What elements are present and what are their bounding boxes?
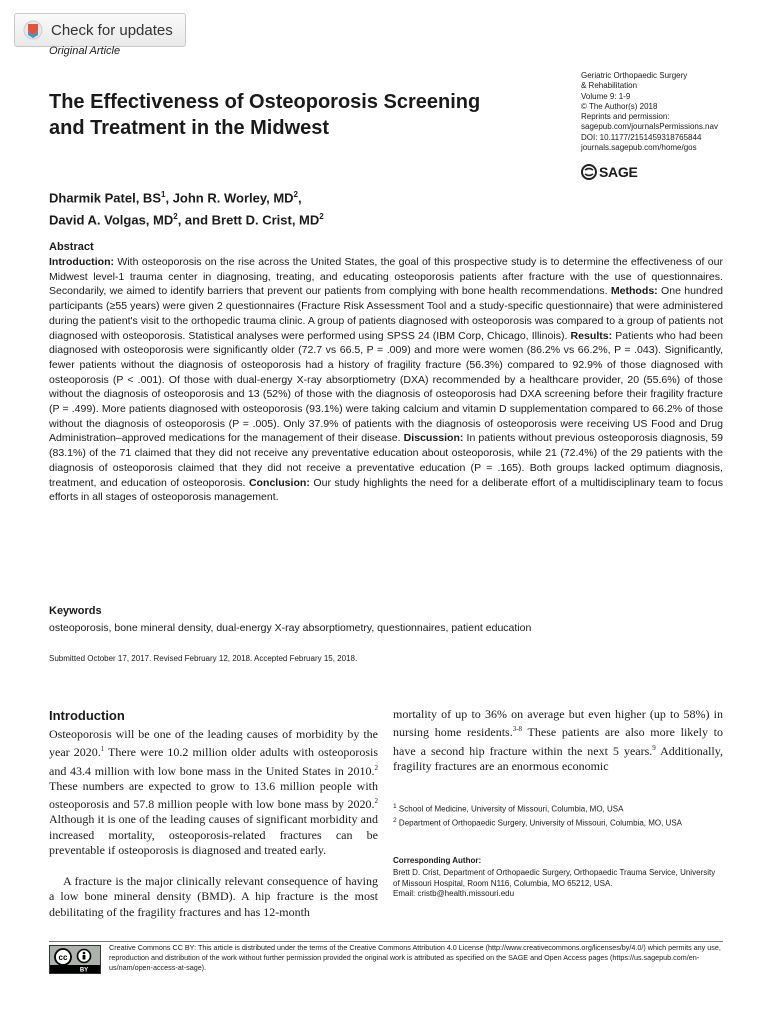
abstract-label: Results: bbox=[570, 329, 616, 342]
affiliations bbox=[393, 802, 723, 830]
journal-info-line: DOI: 10.1177/2151459318765844 bbox=[581, 132, 702, 142]
article-title bbox=[49, 89, 569, 141]
citation-ref: 9 bbox=[652, 743, 656, 752]
license-divider bbox=[49, 941, 723, 942]
journal-info-line: Reprints and permission: bbox=[581, 112, 670, 122]
citation-ref: 3-8 bbox=[512, 725, 523, 734]
corresponding-line: Brett D. Crist, Department of Orthopaedic Surgery, Orthopaedic Trauma Service, University of Missouri Hospital, Room N116, Columbia, MO 65212, USA. bbox=[393, 868, 716, 888]
author-separator: , bbox=[165, 190, 173, 206]
journal-info-line: Volume 9: 1-9 bbox=[581, 91, 631, 101]
journal-info-line: journals.sagepub.com/home/gos bbox=[581, 143, 697, 153]
introduction-paragraph-continued bbox=[393, 707, 723, 774]
author-name: Dharmik Patel, BS bbox=[49, 190, 161, 206]
author-separator: , bbox=[298, 190, 302, 206]
citation-ref: 2 bbox=[374, 797, 378, 806]
abstract-segment: One hundred participants (≥55 years) were given 2 questionnaires (Fracture Risk Assessment Tool and a study-specific questionnaire) that were administered during the patient's visit to the orthopedic trauma clinic. A group of patients diagnosed with osteoporosis was compared to a group of patients not diagnosed with osteoporosis. Statistical analyses were performed using SPSS 24 (IBM Corp, Chicago, Illinois). bbox=[49, 285, 723, 342]
abstract-text bbox=[49, 255, 723, 505]
author-affiliation-mark: 1 bbox=[161, 190, 166, 199]
intro-segment: These patients are also more likely to have a second hip fracture within the next 5 years. bbox=[393, 725, 723, 758]
abstract-label: Introduction: bbox=[49, 256, 118, 268]
citation-ref: 2 bbox=[374, 763, 378, 772]
sage-logo-icon bbox=[581, 164, 597, 180]
abstract-segment: With osteoporosis on the rise across the United States, the goal of this prospective study is to determine the effectiveness of our Midwest level-1 trauma center in diagnosing, treating, and educating osteoporosis patients after fracture with the use of questionnaires. Secondarily, we aimed to identify barriers that prevent our patients from complying with bone health recommendations. bbox=[49, 256, 723, 298]
journal-info-line: sagepub.com/journalsPermissions.nav bbox=[581, 122, 718, 132]
affiliation-number: 1 bbox=[393, 803, 397, 810]
crossmark-icon bbox=[23, 20, 43, 40]
cc-badge-label: BY bbox=[79, 967, 89, 973]
abstract-label: Conclusion: bbox=[248, 476, 314, 489]
svg-text:cc: cc bbox=[58, 953, 68, 962]
affiliation-text: Department of Orthopaedic Surgery, University of Missouri, Columbia, MO, USA bbox=[396, 818, 682, 828]
submission-dates: Submitted October 17, 2017. Revised February 12, 2018. Accepted February 15, 2018. bbox=[49, 654, 358, 663]
author-name: David A. Volgas, MD bbox=[49, 212, 174, 228]
keywords-heading: Keywords bbox=[49, 605, 102, 617]
intro-segment: These numbers are expected to grow to 13.6 million people with osteoporosis and 57.8 million people with low bone mass by 2020. bbox=[49, 778, 378, 812]
author-list bbox=[49, 185, 569, 230]
journal-info-line: © The Author(s) 2018 bbox=[581, 101, 658, 111]
check-for-updates-label: Check for updates bbox=[51, 21, 173, 39]
publisher-name: SAGE bbox=[599, 164, 638, 180]
corresponding-author-details bbox=[393, 868, 723, 900]
check-for-updates-button[interactable] bbox=[14, 13, 186, 47]
introduction-paragraph-2 bbox=[49, 874, 378, 920]
author-affiliation-mark: 2 bbox=[319, 212, 324, 222]
affiliation-line bbox=[393, 802, 723, 815]
author-affiliation-mark: 2 bbox=[173, 212, 178, 222]
abstract-segment: Patients who had been diagnosed with osteoporosis were significantly older (72.7 vs 66.5, P = .009) and more were women (86.2% vs 66.2%, P = .043). Significantly, fewer patients without the diagnosis of osteoporosis had a history of fragility fracture (56.3%) compared to 92.9% of those diagnosed with osteoporosis (P < .001). Of those with dual-energy X-ray absorptiometry (DXA) recommended by a healthcare provider, 20 (55.6%) of those without the diagnosis of osteoporosis and 13 (52%) of those with the diagnosis of osteoporosis had DXA screening before their fragility fracture (P = .499). More patients diagnosed with osteoporosis (93.1%) were taking calcium and vitamin D supplementation compared to 66.2% of those without the diagnosis of osteoporosis (P = .005). Only 37.9% of patients with the diagnosis of osteoporosis were receiving US Food and Drug Administration–approved medications for the management of their disease. bbox=[49, 329, 724, 445]
journal-info-line: & Rehabilitation bbox=[581, 81, 638, 91]
title-line: and Treatment in the Midwest bbox=[49, 117, 330, 139]
affiliation-text: School of Medicine, University of Missouri, Columbia, MO, USA bbox=[396, 804, 624, 814]
introduction-paragraph-1 bbox=[49, 727, 378, 858]
journal-info-line: Geriatric Orthopaedic Surgery bbox=[581, 71, 688, 80]
introduction-heading: Introduction bbox=[49, 708, 125, 723]
affiliation-number: 2 bbox=[393, 817, 397, 825]
author-separator: , and bbox=[177, 212, 212, 228]
abstract-label: Methods: bbox=[610, 285, 662, 298]
sage-logo bbox=[581, 164, 637, 180]
intro-segment: mortality of up to 36% on average but even higher (up to 58%) in nursing home residents. bbox=[393, 707, 723, 740]
intro-segment: Although it is one of the leading causes of significant morbidity and increased mortality, osteoporosis-related fractures can be preventable if osteoporosis is diagnosed and treated early. bbox=[49, 812, 378, 858]
cc-by-badge bbox=[49, 945, 101, 974]
intro-segment: Additionally, fragility fractures are an enormous economic bbox=[393, 743, 723, 773]
corresponding-author-heading: Corresponding Author: bbox=[393, 856, 482, 865]
abstract-segment: Our study highlights the need for a deliberate effort of a multidisciplinary team to focus efforts in all stages of osteoporosis management. bbox=[49, 476, 723, 504]
citation-ref: 1 bbox=[100, 745, 105, 754]
abstract-heading: Abstract bbox=[49, 241, 94, 253]
abstract-segment: In patients without previous osteoporosis diagnosis, 59 (83.1%) of the 71 claimed that they did not receive any preventative education about osteoporosis, while 21 (72.4%) of the 29 patients with the diagnosis of osteoporosis claimed that they did not receive a preventative education (P = .165). Both groups lacked optimum diagnosis, treatment, and education of osteoporosis. bbox=[49, 432, 723, 489]
author-name: John R. Worley, MD bbox=[172, 190, 294, 206]
intro-segment: A fracture is the major clinically relevant consequence of having a low bone mineral density (BMD). A hip fracture is the most debilitating of the fragility fractures and has 12-month bbox=[49, 874, 378, 919]
title-line: The Effectiveness of Osteoporosis Screening bbox=[49, 91, 481, 113]
license-text: Creative Commons CC BY: This article is distributed under the terms of the Creative Commons Attribution 4.0 License (http://www.creativecommons.org/licenses/by/4.0/) which permits any use, reproduction and distribution of the work without further permission provided the original work is attributed as specified on the SAGE and Open Access pages (https://us.sagepub.com/en-us/nam/open-access-at-sage). bbox=[109, 943, 721, 972]
abstract-label: Discussion: bbox=[403, 432, 467, 445]
journal-info bbox=[581, 71, 718, 153]
affiliation-line bbox=[393, 816, 723, 829]
author-name: Brett D. Crist, MD bbox=[211, 212, 320, 228]
author-affiliation-mark: 2 bbox=[293, 190, 298, 199]
corresponding-line: Email: cristb@health.missouri.edu bbox=[393, 889, 515, 898]
keywords-text: osteoporosis, bone mineral density, dual-energy X-ray absorptiometry, questionnaires, patient education bbox=[49, 622, 532, 634]
article-type: Original Article bbox=[49, 45, 121, 57]
intro-segment: Osteoporosis will be one of the leading causes of morbidity by the year 2020. bbox=[49, 727, 378, 760]
intro-segment: There were 10.2 million older adults with osteoporosis and 43.4 million with low bone mass in the United States in 2010. bbox=[49, 745, 378, 778]
